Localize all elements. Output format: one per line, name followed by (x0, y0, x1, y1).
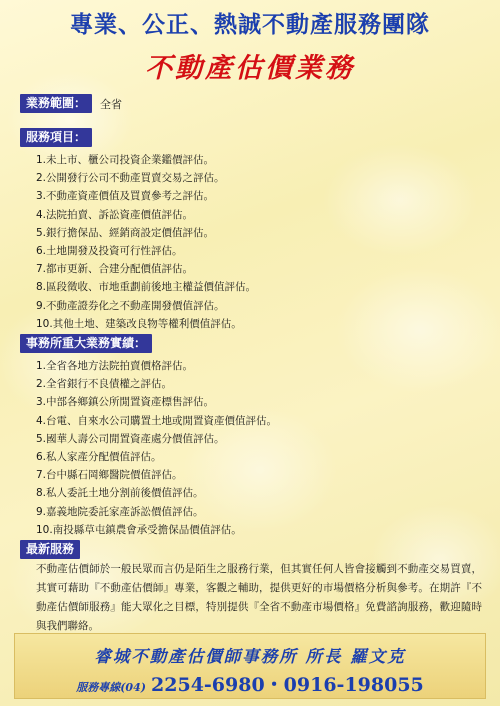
list-item: 6.土地開發及投資可行性評估。 (36, 245, 183, 258)
news-text: 不動產估價師於一般民眾而言仍是陌生之服務行業，但其實任何人皆會接觸到不動產交易買賣，其實可藉助『不動產估價師』專業，客觀之輔助，提供更好的市場價格分析與參考。在期許『不動產估價師服務』能大眾化之目標，特別提供『全省不動產市場價格』免費諮詢服務，歡迎隨時與我們聯絡。 (36, 563, 482, 632)
page-subtitle: 不動產估價業務 (145, 53, 355, 84)
list-item: 10.其他土地、建築改良物等權利價值評估。 (36, 317, 242, 330)
list-item: 4.法院拍賣、訴訟資產價值評估。 (36, 208, 194, 221)
list-item: 4.台電、自來水公司購置土地或閒置資產價值評估。 (36, 414, 278, 427)
news-label: 最新服務 (20, 540, 80, 559)
list-item: 5.銀行擔保品、經銷商設定價值評估。 (36, 226, 215, 239)
phone-row (15, 670, 485, 697)
list-item: 9.不動產證券化之不動產開發價值評估。 (36, 299, 225, 312)
list-item: 10.南投縣草屯鎮農會承受擔保品價值評估。 (36, 523, 242, 536)
list-item: 9.嘉義地院委託家產訴訟價值評估。 (36, 505, 204, 518)
achievements-section (20, 332, 277, 539)
list-item: 1.未上市、櫃公司投資企業鑑價評估。 (36, 154, 215, 166)
page-title: 專業、公正、熱誠不動產服務團隊 (70, 12, 430, 38)
list-item: 2.公開發行公司不動產買賣交易之評估。 (36, 172, 225, 185)
scope-section (20, 94, 122, 113)
achievements-list (36, 357, 277, 539)
list-item: 2.全省銀行不良債權之評估。 (36, 378, 173, 391)
list-item: 8.私人委託土地分割前後價值評估。 (36, 487, 204, 500)
scope-value: 全省 (100, 97, 123, 111)
achievements-label: 事務所重大業務實績： (20, 334, 152, 353)
contact-footer (14, 633, 486, 699)
list-item: 1.全省各地方法院拍賣價格評估。 (36, 360, 194, 372)
list-item: 7.都市更新、合建分配價值評估。 (36, 263, 194, 276)
news-section (20, 538, 80, 559)
office-name: 睿城不動產估價師事務所 所長 羅文克 (94, 647, 406, 666)
list-item: 3.中部各鄉鎮公所閒置資產標售評估。 (36, 396, 215, 409)
list-item: 6.私人家產分配價值評估。 (36, 451, 162, 464)
services-list (36, 151, 256, 333)
list-item: 5.國華人壽公司閒置資產處分價值評估。 (36, 432, 225, 445)
list-item: 7.台中縣石岡鄉醫院價值評估。 (36, 469, 183, 482)
scope-label: 業務範圍： (20, 94, 92, 113)
services-section (20, 126, 256, 333)
services-label: 服務項目： (20, 128, 92, 147)
phone-numbers[interactable]: 2254-6980・0916-198055 (151, 674, 424, 696)
list-item: 8.區段徵收、市地重劃前後地主權益價值評估。 (36, 281, 257, 294)
phone-label: 服務專線(04) (76, 681, 146, 694)
list-item: 3.不動產資產價值及買賣參考之評估。 (36, 190, 215, 203)
